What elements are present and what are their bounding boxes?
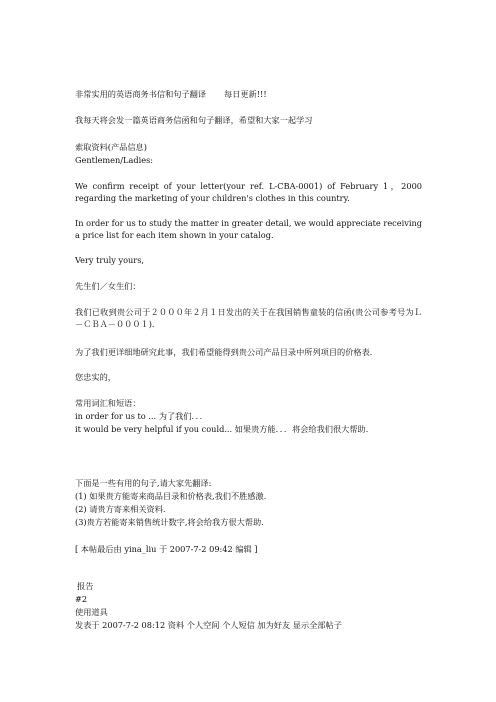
exercise-item: (2) 请贵方寄来相关资料. [75,504,166,514]
letter-en-paragraph-2: In order for us to study the matter in greater detail, we would appreciate receiving a price list for each item shown in your catalog. [75,218,422,240]
tools-link[interactable]: 使用道具 [75,607,108,617]
doc-title: 非常实用的英语商务书信和句子翻译 [75,89,207,99]
letter-zh-salutation: 先生们／女生们： [75,281,141,291]
letter-en-closing: Very truly yours, [75,255,145,265]
letter-zh-closing: 您忠实的， [75,372,116,382]
post-number[interactable]: #2 [75,594,88,604]
exercise-intro: 下面是一些有用的句子,请大家先翻译: [75,478,212,488]
post-meta: 发表于 2007-7-2 08:12 资料 个人空间 个人短信 加为好友 显示全部帖子 [75,620,342,630]
topic-heading: 索取资料(产品信息) [75,142,147,152]
edit-note: [ 本帖最后由 yina_liu 于 2007-7-2 09:42 编辑 ] [75,544,258,554]
doc-header [75,88,267,100]
exercise-item: (3)贵方若能寄来销售统计数字,将会给我方很大帮助. [75,517,264,527]
intro-text: 我每天将会发一篇英语商务信函和句子翻译，希望和大家一起学习 [75,115,313,125]
letter-en-salutation: Gentlemen/Ladies: [75,155,154,165]
vocab-item: in order for us to ... 为了我们．．． [75,411,208,421]
letter-en-paragraph-1: We confirm receipt of your letter(your ref. L-CBA-0001) of February 1，2000 regarding the marketing of your children's clothes in this country. [75,181,422,203]
vocab-heading: 常用词汇和短语： [75,398,141,408]
letter-zh-paragraph-2: 为了我们更详细地研究此事，我们希望能得到贵公司产品目录中所列项目的价格表． [75,347,378,357]
report-link[interactable]: 报告 [77,581,94,591]
letter-zh-paragraph-1: 我们已收到贵公司于２０００年２月１日发出的关于在我国销售童装的信函(贵公司参考号为Ｌ－ＣＢＡ－０００１)． [75,307,422,329]
update-note: 每日更新!!! [224,89,267,99]
exercise-item: (1) 如果贵方能寄来商品目录和价格表,我们不胜感激. [75,491,267,501]
vocab-item: it would be very helpful if you could... 如果贵方能．．．将会给我们很大帮助． [75,424,374,434]
